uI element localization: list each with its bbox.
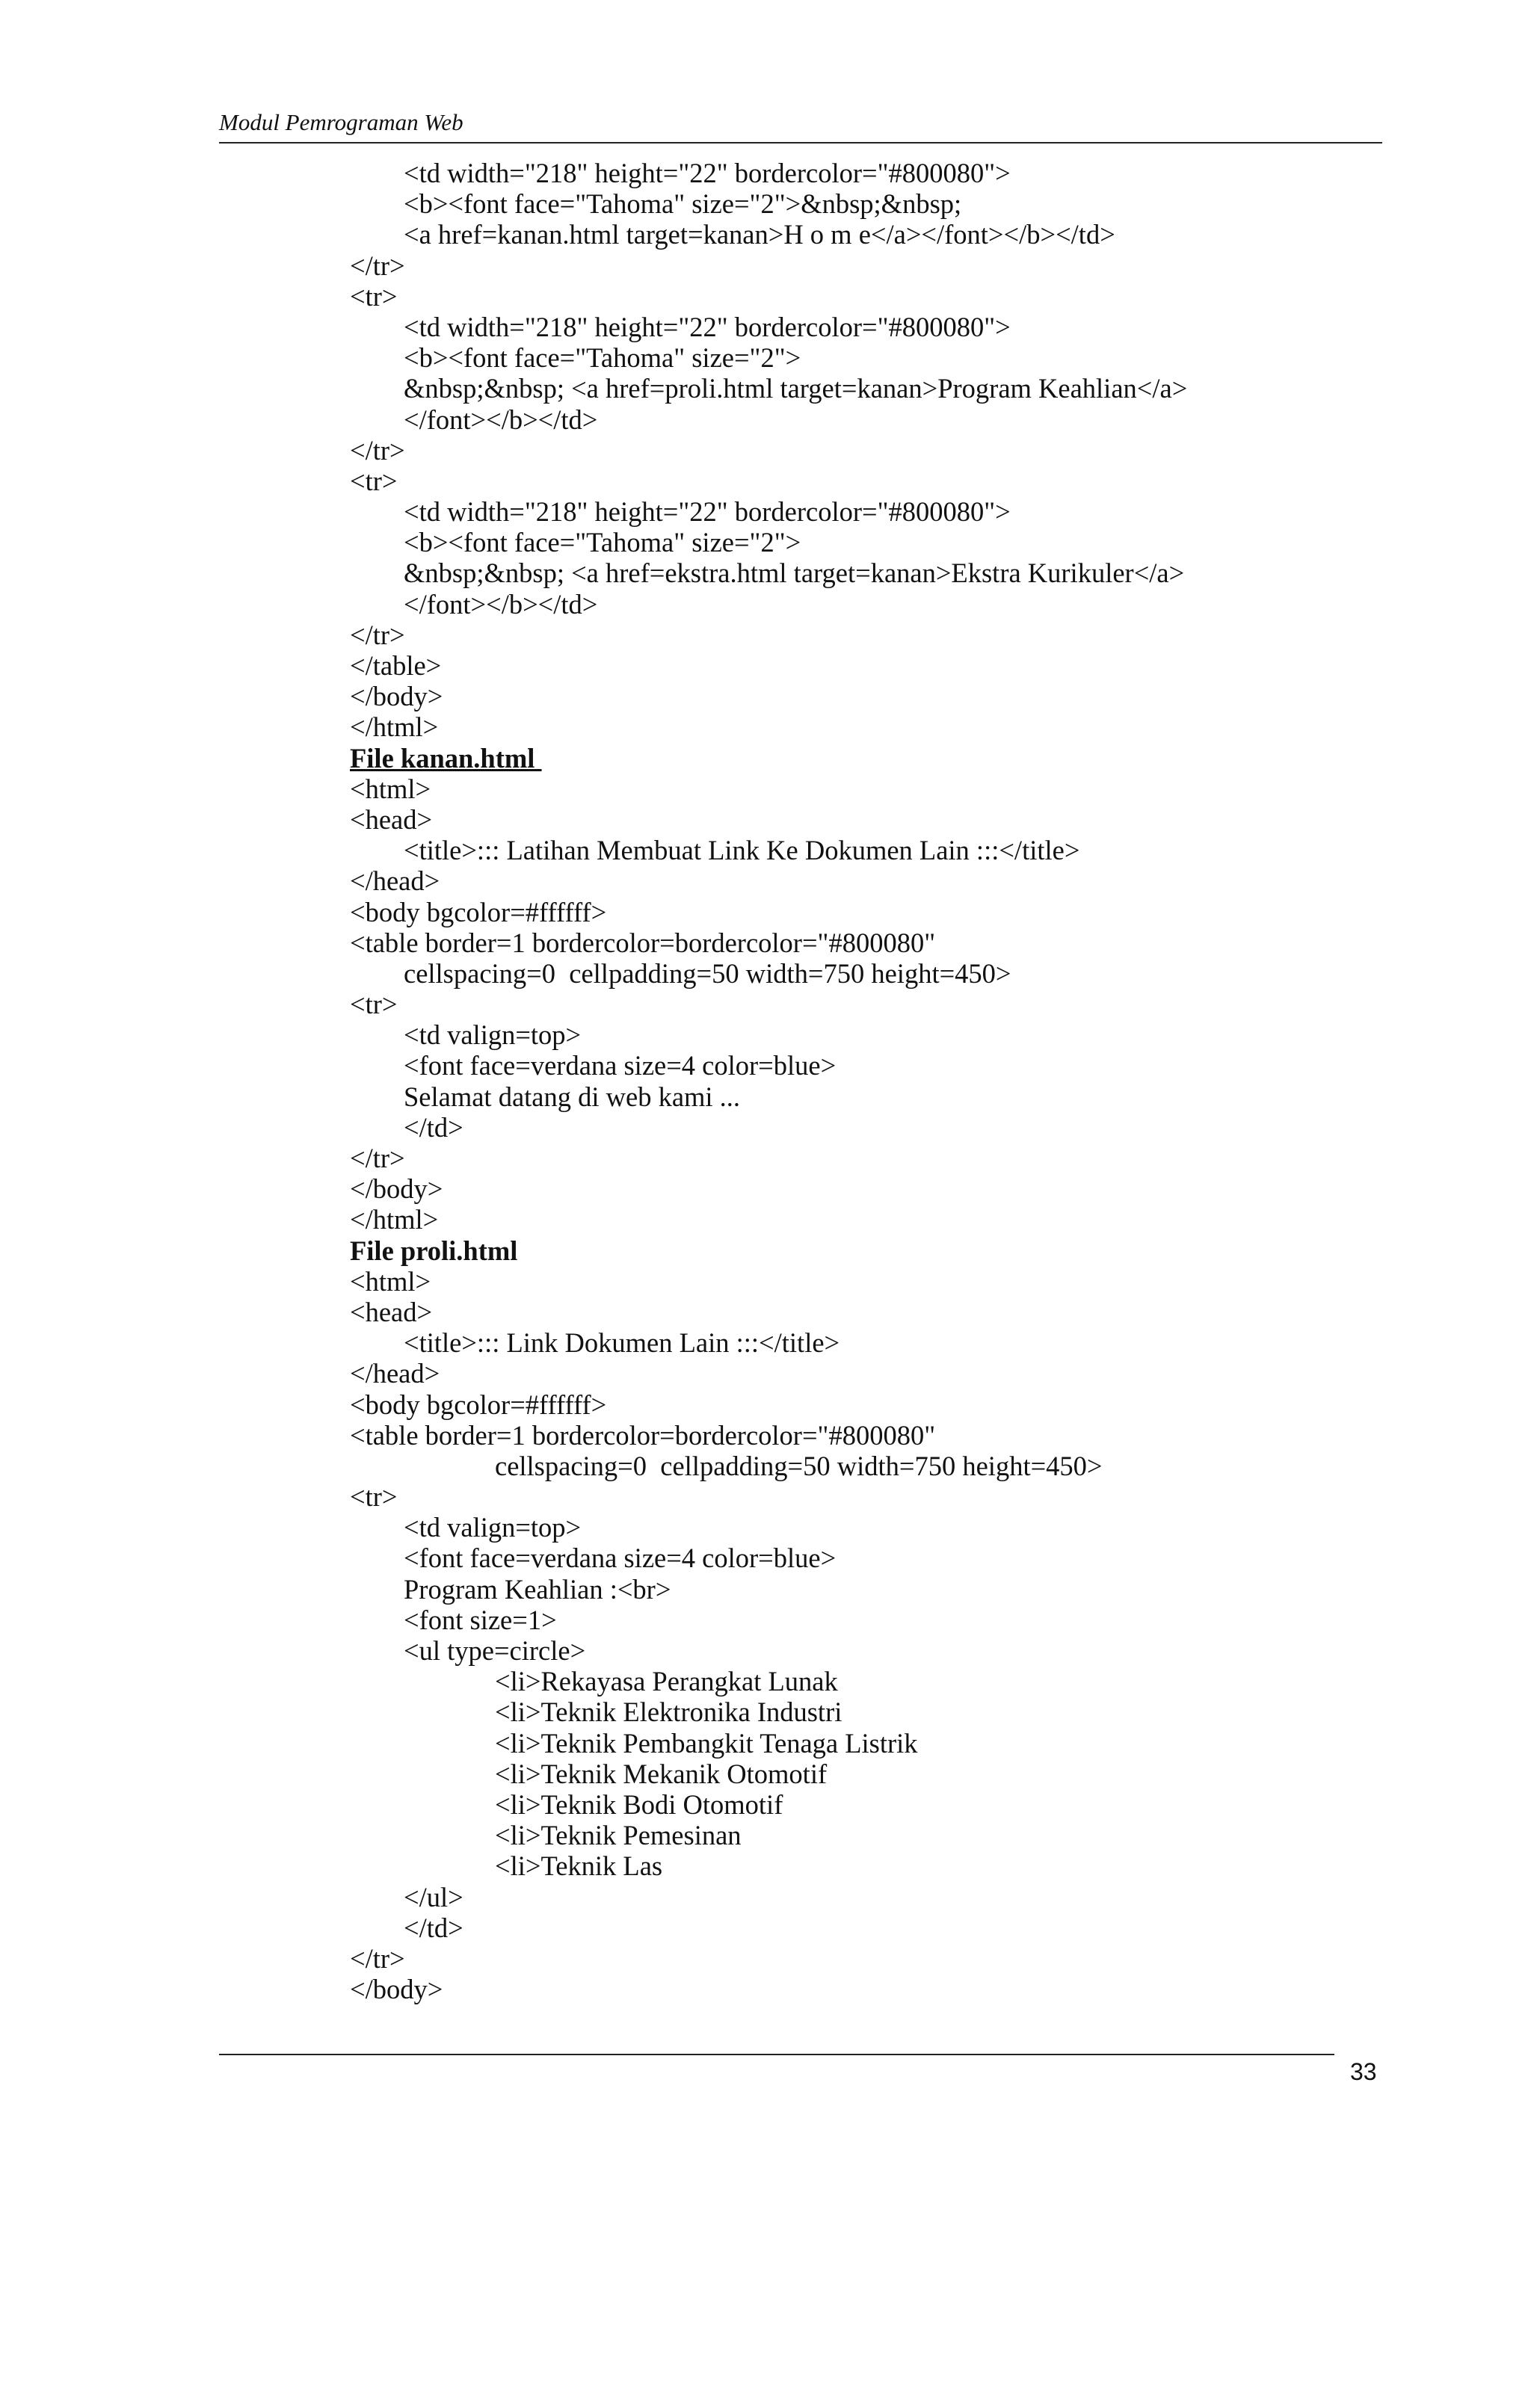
code-line: <head> bbox=[350, 1296, 433, 1327]
code-line: <html> bbox=[350, 1265, 431, 1297]
code-line: &nbsp;&nbsp; <a href=proli.html target=kanan>Program Keahlian</a> bbox=[404, 373, 1188, 404]
code-line: </td> bbox=[404, 1912, 463, 1943]
code-line: </html> bbox=[350, 1204, 439, 1235]
code-line: <li>Rekayasa Perangkat Lunak bbox=[495, 1666, 838, 1697]
code-line: <tr> bbox=[350, 1481, 398, 1513]
code-line: <b><font face="Tahoma" size="2">&nbsp;&nbsp; bbox=[404, 188, 962, 220]
code-line: </tr> bbox=[350, 619, 405, 650]
code-line: cellspacing=0 cellpadding=50 width=750 height=450> bbox=[495, 1450, 1103, 1481]
header-rule bbox=[219, 142, 1382, 143]
code-line: <title>::: Link Dokumen Lain :::</title> bbox=[404, 1327, 840, 1359]
code-line: <html> bbox=[350, 773, 431, 804]
code-listing bbox=[350, 158, 1381, 2004]
code-line: <li>Teknik Pembangkit Tenaga Listrik bbox=[495, 1727, 918, 1759]
code-line: <li>Teknik Bodi Otomotif bbox=[495, 1788, 783, 1820]
code-line: <tr> bbox=[350, 989, 398, 1020]
code-line: </font></b></td> bbox=[404, 404, 598, 435]
code-line: <table border=1 bordercolor=bordercolor="#800080" bbox=[350, 1419, 936, 1451]
code-line: <b><font face="Tahoma" size="2"> bbox=[404, 527, 801, 558]
code-line: <tr> bbox=[350, 280, 398, 312]
code-line: <font face=verdana size=4 color=blue> bbox=[404, 1543, 837, 1574]
code-line: <tr> bbox=[350, 465, 398, 496]
section-heading-proli: File proli.html bbox=[350, 1235, 518, 1266]
code-line: </tr> bbox=[350, 1143, 405, 1173]
code-line: <body bgcolor=#ffffff> bbox=[350, 1389, 607, 1420]
section-heading-kanan: File kanan.html bbox=[350, 742, 542, 774]
code-line: </body> bbox=[350, 1974, 443, 2005]
code-line: Selamat datang di web kami ... bbox=[404, 1081, 741, 1112]
code-line: </html> bbox=[350, 711, 439, 743]
code-line: &nbsp;&nbsp; <a href=ekstra.html target=kanan>Ekstra Kurikuler</a> bbox=[404, 558, 1185, 589]
code-line: <td valign=top> bbox=[404, 1512, 582, 1543]
code-line: <a href=kanan.html target=kanan>H o m e</a></font></b></td> bbox=[404, 219, 1115, 250]
code-line: </head> bbox=[350, 865, 440, 897]
code-line: </tr> bbox=[350, 434, 405, 466]
code-line: <font size=1> bbox=[404, 1604, 557, 1635]
code-line: <td width="218" height="22" bordercolor="#800080"> bbox=[404, 496, 1011, 528]
code-line: <head> bbox=[350, 803, 433, 835]
code-line: <td width="218" height="22" bordercolor="#800080"> bbox=[404, 158, 1011, 188]
footer-rule bbox=[219, 2054, 1334, 2055]
code-line: </ul> bbox=[404, 1881, 463, 1912]
code-line: <li>Teknik Mekanik Otomotif bbox=[495, 1758, 828, 1789]
code-line: <title>::: Latihan Membuat Link Ke Dokumen Lain :::</title> bbox=[404, 835, 1080, 866]
code-line: <ul type=circle> bbox=[404, 1635, 586, 1666]
code-line: <body bgcolor=#ffffff> bbox=[350, 896, 607, 927]
code-line: </body> bbox=[350, 1173, 443, 1205]
code-line: </body> bbox=[350, 681, 443, 712]
code-line: <li>Teknik Las bbox=[495, 1850, 663, 1882]
code-line: cellspacing=0 cellpadding=50 width=750 height=450> bbox=[404, 957, 1011, 989]
code-line: <b><font face="Tahoma" size="2"> bbox=[404, 342, 801, 374]
code-line: </tr> bbox=[350, 250, 405, 281]
code-line: </font></b></td> bbox=[404, 588, 598, 620]
code-line: <td width="218" height="22" bordercolor="#800080"> bbox=[404, 311, 1011, 342]
page-number: 33 bbox=[1350, 2058, 1377, 2085]
code-line: <font face=verdana size=4 color=blue> bbox=[404, 1050, 837, 1081]
code-line: Program Keahlian :<br> bbox=[404, 1573, 671, 1605]
code-line: <td valign=top> bbox=[404, 1019, 582, 1051]
code-line: </tr> bbox=[350, 1942, 405, 1974]
code-line: <li>Teknik Pemesinan bbox=[495, 1820, 742, 1851]
running-header-title: Modul Pemrograman Web bbox=[219, 109, 463, 135]
code-line: <li>Teknik Elektronika Industri bbox=[495, 1697, 842, 1728]
code-line: </table> bbox=[350, 650, 442, 681]
code-line: </td> bbox=[404, 1111, 463, 1143]
code-line: <table border=1 bordercolor=bordercolor="#800080" bbox=[350, 927, 936, 958]
code-line: </head> bbox=[350, 1358, 440, 1389]
